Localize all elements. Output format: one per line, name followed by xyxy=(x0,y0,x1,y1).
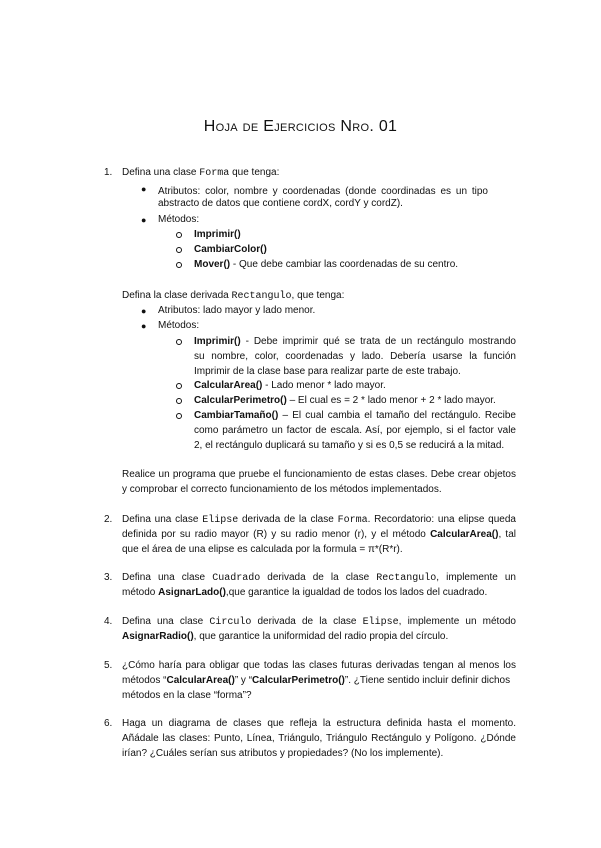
exercise-2-number: 2. xyxy=(104,514,113,525)
derived-attributes: Atributos: lado mayor y lado menor. xyxy=(158,305,316,316)
exercise-1-number: 1. xyxy=(104,167,113,178)
class-name-forma: Forma xyxy=(199,168,230,179)
exercise-6-number: 6. xyxy=(104,718,113,729)
bullet-icon: ● xyxy=(141,184,147,194)
exercise-5-line-1: ¿Cómo haría para obligar que todas las clases futuras derivadas tengan al menos los xyxy=(122,660,516,671)
program-instruction-line-2: y comprobar el correcto funcionamiento de los métodos implementados. xyxy=(122,484,442,495)
exercise-4-number: 4. xyxy=(104,616,113,627)
method-cambiar-color: CambiarColor() xyxy=(194,244,267,255)
exercise-3-line-1: Defina una clase Cuadrado derivada de la clase Rectangulo, implemente un xyxy=(122,572,516,584)
circle-bullet-icon xyxy=(176,398,182,404)
exercise-4-line-1: Defina una clase Circulo derivada de la clase Elipse, implemente un método xyxy=(122,616,516,628)
derived-class-intro: Defina la clase derivada Rectangulo, que tenga: xyxy=(122,290,345,302)
exercise-5-number: 5. xyxy=(104,660,113,671)
class-name-elipse: Elipse xyxy=(362,617,399,628)
exercise-3-number: 3. xyxy=(104,572,113,583)
exercise-6-line-3: irían? ¿Cuáles serían sus atributos y propiedades? (No los implemente). xyxy=(122,748,444,759)
bullet-icon: ● xyxy=(141,306,147,316)
class-name-forma: Forma xyxy=(337,515,368,526)
exercise-4-line-2: AsignarRadio(), que garantice la uniformidad del radio propia del círculo. xyxy=(122,631,449,642)
attributes-line-1: Atributos: color, nombre y coordenadas (donde coordinadas es un tipo xyxy=(158,186,488,197)
derived-method-cambiar-tamano-line-2: como parámetro un factor de escala. Así, por ejemplo, si el factor vale xyxy=(194,425,516,436)
exercise-5-line-3: métodos en la clase “forma”? xyxy=(122,690,252,701)
derived-method-cambiar-tamano-line-3: 2, el rectángulo duplicará su tamaño y si es 0,5 se reducirá a la mitad. xyxy=(194,440,505,451)
page-title: Hoja de Ejercicios Nro. 01 xyxy=(203,118,398,135)
derived-method-imprimir-line-3: Imprimir de la clase base para realizar parte de este trabajo. xyxy=(194,366,461,377)
attributes-line-2: abstracto de datos que contiene cordX, cordY y cordZ). xyxy=(158,198,403,209)
derived-method-calcular-area: CalcularArea() - Lado menor * lado mayor. xyxy=(194,380,386,391)
circle-bullet-icon xyxy=(176,232,182,238)
derived-methods-label: Métodos: xyxy=(158,320,200,331)
class-name-elipse: Elipse xyxy=(202,515,239,526)
program-instruction-line-1: Realice un programa que pruebe el funcionamiento de estas clases. Debe crear objetos xyxy=(122,469,516,480)
circle-bullet-icon xyxy=(176,413,182,419)
derived-method-imprimir-line-2: su nombre, color, coordenadas y lado. Debería usarse la función xyxy=(194,351,516,362)
method-mover: Mover() - Que debe cambiar las coordenadas de su centro. xyxy=(194,259,459,270)
derived-method-calcular-perimetro: CalcularPerimetro() – El cual es = 2 * lado menor + 2 * lado mayor. xyxy=(194,395,496,406)
exercise-3-line-2: método AsignarLado(),que garantice la igualdad de todos los lados del cuadrado. xyxy=(122,587,488,598)
derived-method-cambiar-tamano-line-1: CambiarTamaño() – El cual cambia el tamaño del rectángulo. Recibe xyxy=(194,410,516,421)
methods-label: Métodos: xyxy=(158,214,200,225)
exercise-6-line-2: Añádale las clases: Punto, Línea, Triángulo, Triángulo Rectángulo y Polígono. ¿Dónde xyxy=(122,733,516,744)
circle-bullet-icon xyxy=(176,262,182,268)
class-name-rectangulo: Rectangulo xyxy=(231,291,292,302)
derived-method-imprimir-line-1: Imprimir() - Debe imprimir qué se trata de un rectángulo mostrando xyxy=(194,336,516,347)
circle-bullet-icon xyxy=(176,247,182,253)
exercise-2-line-1: Defina una clase Elipse derivada de la clase Forma. Recordatorio: una elipse queda xyxy=(122,514,516,526)
bullet-icon: ● xyxy=(141,215,147,225)
exercise-6-line-1: Haga un diagrama de clases que refleja la estructura definida hasta el momento. xyxy=(122,718,516,729)
exercise-1-intro: Defina una clase Forma que tenga: xyxy=(122,167,280,179)
exercise-5-line-2: métodos “CalcularArea()” y “CalcularPerimetro()”. ¿Tiene sentido incluir definir dichos xyxy=(122,675,511,686)
class-name-cuadrado: Cuadrado xyxy=(212,573,261,584)
method-imprimir: Imprimir() xyxy=(194,229,241,240)
circle-bullet-icon xyxy=(176,339,182,345)
circle-bullet-icon xyxy=(176,383,182,389)
class-name-circulo: Circulo xyxy=(209,617,252,628)
exercise-2-line-2: definida por su radio mayor (R) y su radio menor (r), y el método CalcularArea(), tal xyxy=(122,529,516,540)
class-name-rectangulo: Rectangulo xyxy=(376,573,437,584)
bullet-icon: ● xyxy=(141,321,147,331)
exercise-2-line-3: que el área de una elipse es calculada por la formula = π*(R*r). xyxy=(122,544,403,555)
